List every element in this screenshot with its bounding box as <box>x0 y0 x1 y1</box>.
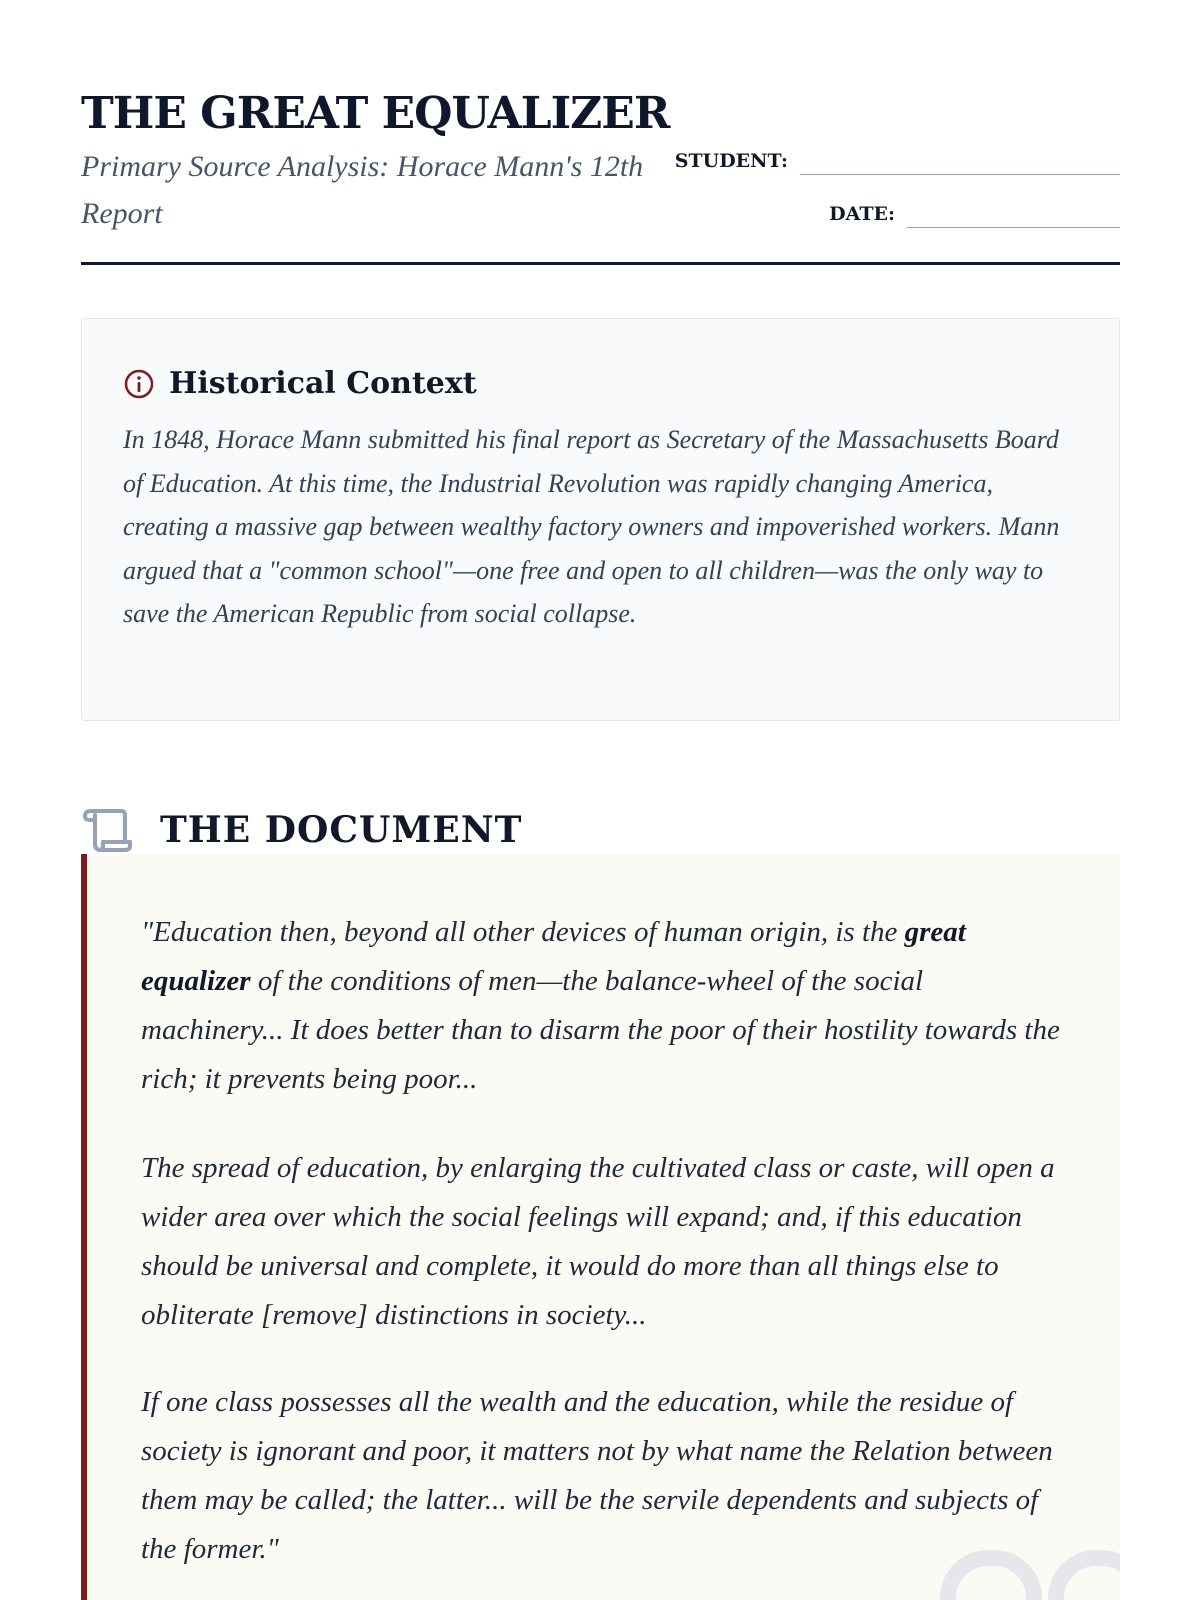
context-heading <box>123 363 477 405</box>
primary-source-quote <box>81 854 1120 1600</box>
context-title: Historical Context <box>169 366 477 401</box>
quote-paragraph-3: If one class possesses all the wealth and the education, while the residue of society is ignorant and poor, it matters not by what name the Relation between them may be called; the latter... will be the servile dependents and subjects of the former." <box>141 1386 1053 1565</box>
quote-paragraph-2: The spread of education, by enlarging the cultivated class or caste, will open a wider area over which the social feelings will expand; and, if this education should be universal and complete, it would do more than all things else to obliterate [remove] distinctions in society... <box>141 1152 1055 1331</box>
quote-p1-before: "Education then, beyond all other devices of human origin, is the <box>141 916 905 948</box>
worksheet-header <box>81 80 1120 265</box>
quote-p1-after: of the conditions of men—the balance-wheel of the social machinery... It does better than to disarm the poor of their hostility towards the rich; it prevents being poor... <box>141 965 1060 1095</box>
student-field <box>675 146 1120 175</box>
date-line[interactable] <box>907 199 1120 228</box>
quote-p1-emphasis: great equalizer <box>141 916 966 997</box>
quote-paragraph-1 <box>141 908 1071 1104</box>
document-title: THE DOCUMENT <box>160 808 523 851</box>
info-circle-icon <box>123 368 155 400</box>
page-title: THE GREAT EQUALIZER <box>81 88 670 139</box>
worksheet-page <box>81 0 1120 1600</box>
historical-context-box <box>81 318 1120 721</box>
quote-mark-icon <box>940 1550 1120 1600</box>
page-subtitle: Primary Source Analysis: Horace Mann's 12th Report <box>81 150 644 230</box>
context-body: In 1848, Horace Mann submitted his final report as Secretary of the Massachusetts Board of Education. At this time, the Industrial Revolution was rapidly changing America, creating a massive gap between wealthy factory owners and impoverished workers. Mann argued that a "common school"—one free and open to all children—was the only way to save the American Republic from social collapse. <box>123 425 1060 628</box>
student-label: STUDENT: <box>674 150 788 172</box>
date-label: DATE: <box>829 203 895 225</box>
student-name-line[interactable] <box>800 146 1120 175</box>
date-field <box>829 199 1120 228</box>
scroll-icon <box>81 806 133 854</box>
